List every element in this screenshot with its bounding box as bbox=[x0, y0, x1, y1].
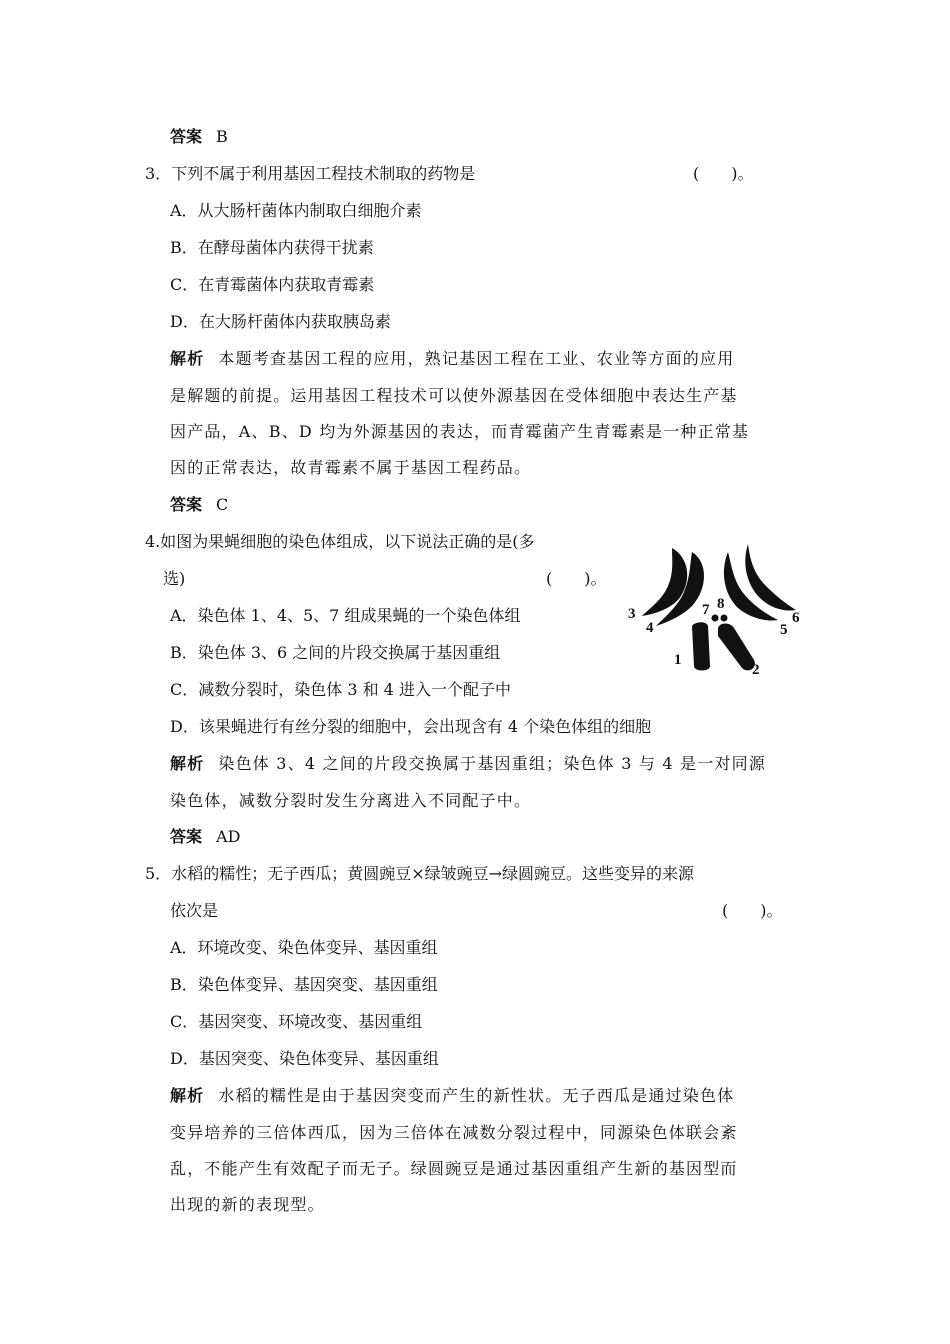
label-7: 7 bbox=[702, 602, 710, 618]
label-3: 3 bbox=[628, 606, 636, 622]
analysis-label: 解析 bbox=[170, 1086, 205, 1105]
question-text: 水稻的糯性；无子西瓜；黄圆豌豆×绿皱豌豆→绿圆豌豆。这些变异的来源 bbox=[171, 864, 695, 883]
answer-value: AD bbox=[216, 827, 241, 846]
question-text: 下列不属于利用基因工程技术制取的药物是 bbox=[171, 164, 476, 183]
q5-analysis-line-3: 乱，不能产生有效配子而无子。绿圆豌豆是通过基因重组产生新的基因型而 bbox=[170, 1159, 738, 1178]
q3-option-a: A．从大肠杆菌体内制取白细胞介素 bbox=[170, 201, 422, 220]
q4-analysis-line-2: 染色体，减数分裂时发生分离进入不同配子中。 bbox=[170, 791, 532, 810]
answer-label: 答案 bbox=[170, 127, 203, 146]
analysis-text: 染色体 3、4 之间的片段交换属于基因重组；染色体 3 与 4 是一对同源 bbox=[218, 754, 767, 773]
q5-stem-line-1 bbox=[145, 863, 694, 885]
q3-answer-blank: ( )。 bbox=[693, 164, 754, 183]
q5-stem-line-2: 依次是 bbox=[170, 901, 219, 920]
q4-analysis-line-1 bbox=[170, 753, 766, 775]
q3-answer-line bbox=[170, 494, 228, 516]
q3-stem bbox=[145, 163, 475, 185]
q3-option-d: D．在大肠杆菌体内获取胰岛素 bbox=[170, 312, 391, 331]
q3-option-b: B．在酵母菌体内获得干扰素 bbox=[170, 238, 374, 257]
q5-option-b: B．染色体变异、基因突变、基因重组 bbox=[170, 975, 438, 994]
q4-option-d: D．该果蝇进行有丝分裂的细胞中，会出现含有 4 个染色体组的细胞 bbox=[170, 717, 652, 736]
analysis-label: 解析 bbox=[170, 754, 205, 773]
analysis-label: 解析 bbox=[170, 349, 205, 368]
q4-answer-line bbox=[170, 826, 240, 848]
q4-option-b: B．染色体 3、6 之间的片段交换属于基因重组 bbox=[170, 643, 501, 662]
question-number: 5． bbox=[145, 864, 172, 883]
q5-analysis-line-4: 出现的新的表现型。 bbox=[170, 1195, 325, 1214]
chromosome-7 bbox=[712, 615, 719, 622]
q4-stem-line-1: 4.如图为果蝇细胞的染色体组成，以下说法正确的是(多 bbox=[145, 532, 535, 551]
chromosome-6 bbox=[745, 544, 796, 611]
q3-analysis-line-3: 因产品，A、B、D 均为外源基因的表达，而青霉菌产生青霉素是一种正常基 bbox=[170, 422, 750, 441]
q5-analysis-line-2: 变异培养的三倍体西瓜，因为三倍体在减数分裂过程中，同源染色体联会紊 bbox=[170, 1123, 738, 1142]
label-5: 5 bbox=[780, 622, 788, 638]
q4-option-a: A．染色体 1、4、5、7 组成果蝇的一个染色体组 bbox=[170, 606, 521, 625]
answer-label: 答案 bbox=[170, 495, 203, 514]
label-4: 4 bbox=[646, 620, 654, 636]
question-number: 3． bbox=[145, 164, 172, 183]
q2-answer-line bbox=[170, 126, 228, 148]
q5-answer-blank: ( )。 bbox=[722, 901, 783, 920]
q5-option-a: A．环境改变、染色体变异、基因重组 bbox=[170, 938, 438, 957]
label-1: 1 bbox=[674, 652, 682, 668]
answer-value: B bbox=[216, 127, 228, 146]
answer-value: C bbox=[216, 495, 229, 514]
q3-analysis-line-2: 是解题的前提。运用基因工程技术可以使外源基因在受体细胞中表达生产基 bbox=[170, 386, 738, 405]
q4-answer-blank: ( )。 bbox=[546, 569, 607, 588]
analysis-text: 水稻的糯性是由于基因突变而产生的新性状。无子西瓜是通过染色体 bbox=[218, 1086, 735, 1105]
chromosome-8 bbox=[721, 615, 728, 622]
q5-option-c: C．基因突变、环境改变、基因重组 bbox=[170, 1012, 423, 1031]
chromosome-2 bbox=[718, 624, 755, 671]
analysis-text: 本题考查基因工程的应用，熟记基因工程在工业、农业等方面的应用 bbox=[218, 349, 735, 368]
q4-stem-line-2: 选) bbox=[163, 569, 186, 588]
q3-option-c: C．在青霉菌体内获取青霉素 bbox=[170, 275, 375, 294]
chromosome-diagram bbox=[620, 538, 810, 683]
q5-option-d: D．基因突变、染色体变异、基因重组 bbox=[170, 1049, 439, 1068]
q3-analysis-line-4: 因的正常表达，故青霉素不属于基因工程药品。 bbox=[170, 458, 532, 477]
label-2: 2 bbox=[752, 662, 760, 678]
label-6: 6 bbox=[792, 610, 800, 626]
answer-label: 答案 bbox=[170, 827, 203, 846]
q3-analysis-line-1 bbox=[170, 348, 734, 370]
label-8: 8 bbox=[717, 596, 725, 612]
q5-analysis-line-1 bbox=[170, 1085, 734, 1107]
q4-option-c: C．减数分裂时，染色体 3 和 4 进入一个配子中 bbox=[170, 680, 511, 699]
chromosome-1 bbox=[692, 622, 710, 670]
